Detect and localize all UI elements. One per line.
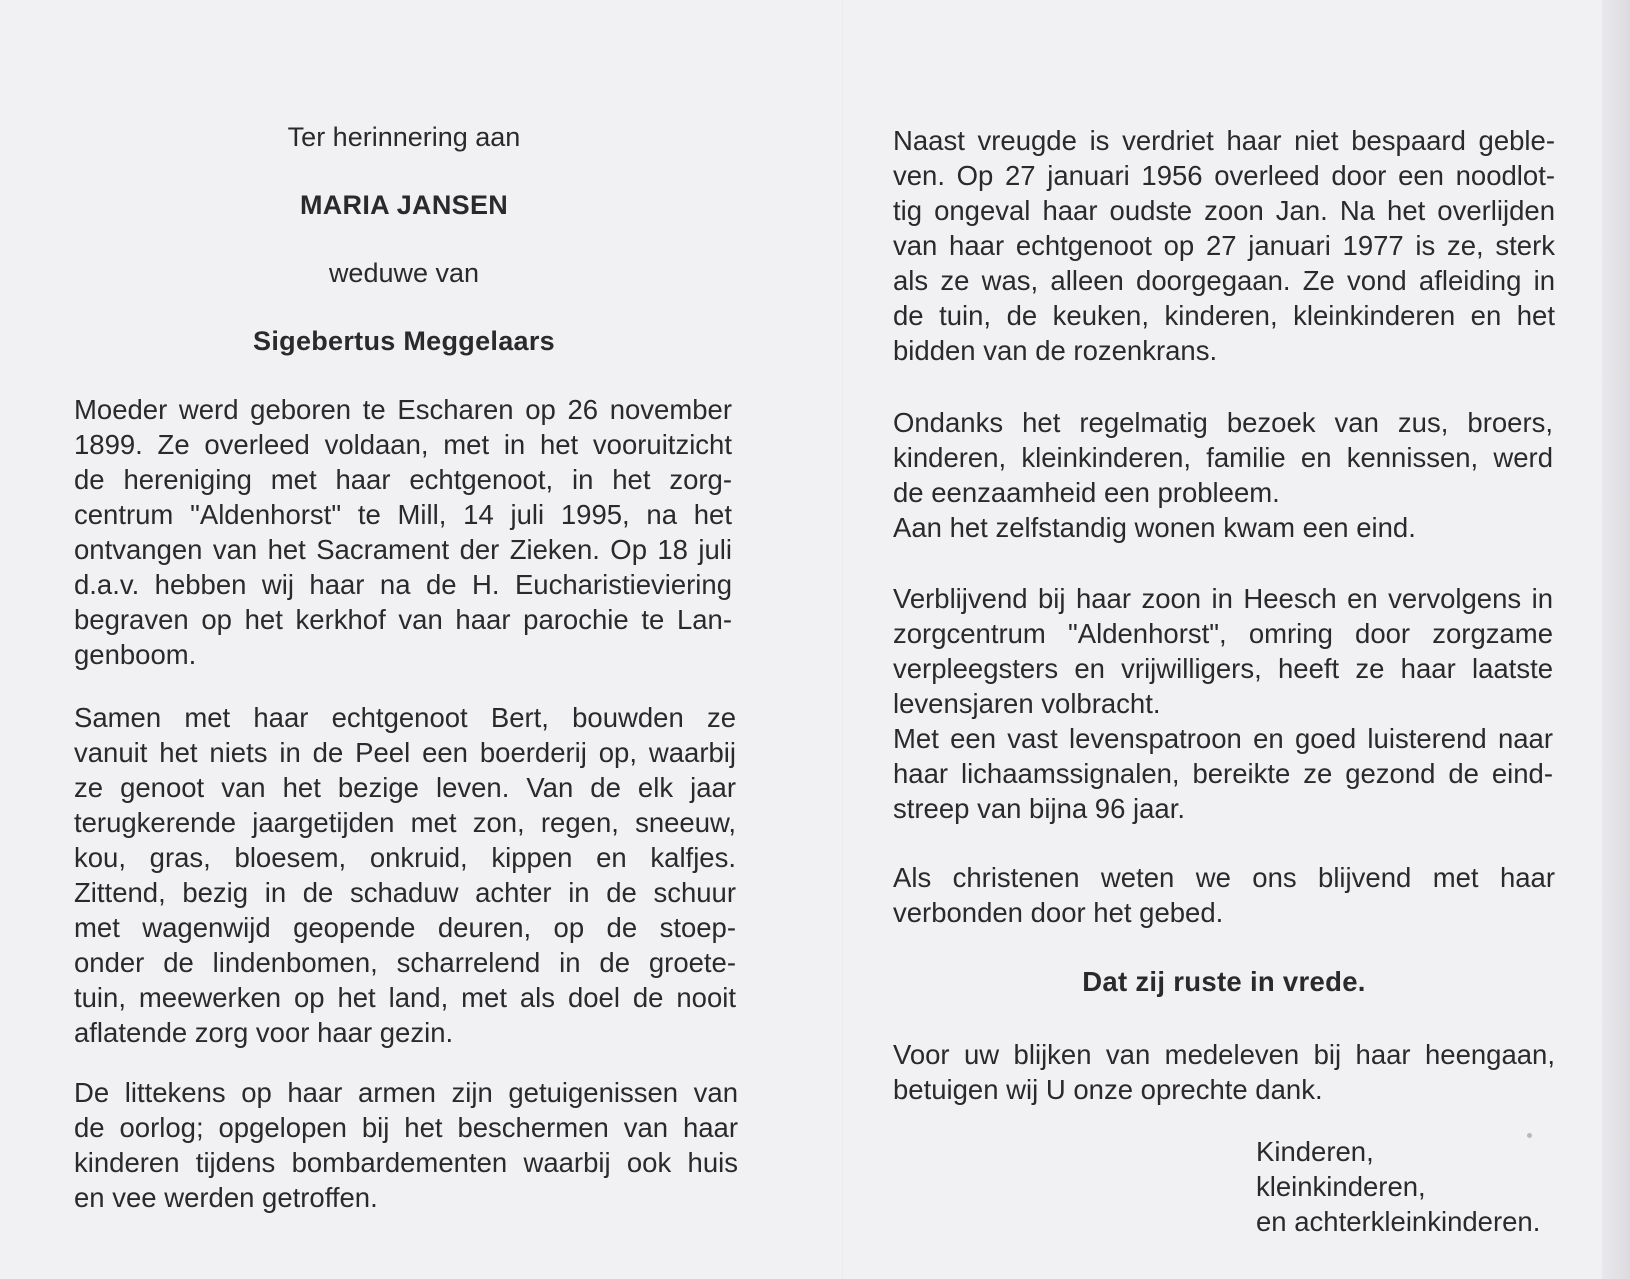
text-line: haar lichaamssignalen, bereikte ze gezond de eind-	[893, 758, 1553, 789]
text-line: Zittend, bezig in de schaduw achter in de schuur	[74, 877, 736, 908]
intro-text: Ter herinnering aan	[287, 122, 521, 152]
paragraph-care-home	[893, 581, 1553, 826]
text-line: zorgcentrum "Aldenhorst", omring door zorgzame	[893, 618, 1553, 649]
text-line: betuigen wij U onze oprechte dank.	[893, 1074, 1323, 1105]
card-edge	[1602, 0, 1630, 1279]
paragraph-farm-life	[74, 700, 736, 1050]
text-line: Samen met haar echtgenoot Bert, bouwden ze	[74, 702, 736, 733]
text-line: kinderen, kleinkinderen, familie en kennissen, werd	[893, 442, 1553, 473]
text-line: verbonden door het gebed.	[893, 897, 1224, 928]
paragraph-thanks	[893, 1037, 1555, 1107]
signature-line: Kinderen,	[1256, 1136, 1374, 1167]
paragraph-faith	[893, 860, 1555, 930]
text-line: van haar echtgenoot op 27 januari 1977 is ze, sterk	[893, 230, 1555, 261]
text-line: ven. Op 27 januari 1956 overleed door een noodlot-	[893, 160, 1555, 191]
paragraph-sorrow	[893, 123, 1555, 368]
text-line: levensjaren volbracht.	[893, 688, 1161, 719]
text-line: vanuit het niets in de Peel een boerderij op, waarbij	[74, 737, 736, 768]
text-line: ontvangen van het Sacrament der Zieken. Op 18 juli	[74, 534, 732, 565]
text-line: de oorlog; opgelopen bij het beschermen van haar	[74, 1112, 738, 1143]
text-line: ze genoot van het bezige leven. Van de elk jaar	[74, 772, 736, 803]
text-line: Met een vast levenspatroon en goed luisterend naar	[893, 723, 1553, 754]
text-line: Naast vreugde is verdriet haar niet bespaard geble-	[893, 125, 1555, 156]
text-line: centrum "Aldenhorst" te Mill, 14 juli 1995, na het	[74, 499, 732, 530]
paper-speck	[1527, 1133, 1532, 1138]
text-line: bidden van de rozenkrans.	[893, 335, 1218, 366]
paragraph-birth-death	[74, 392, 732, 672]
paragraph-war	[74, 1075, 738, 1215]
text-line: Als christenen weten we ons blijvend met haar	[893, 862, 1555, 893]
text-line: Voor uw blijken van medeleven bij haar heengaan,	[893, 1039, 1555, 1070]
text-line: terugkerende jaargetijden met zon, regen, sneeuw,	[74, 807, 736, 838]
text-line: kinderen tijdens bombardementen waarbij ook huis	[74, 1147, 738, 1178]
text-line: De littekens op haar armen zijn getuigenissen van	[74, 1077, 738, 1108]
text-line: en vee werden getroffen.	[74, 1182, 378, 1213]
deceased-name: MARIA JANSEN	[299, 190, 509, 220]
spouse-name: Sigebertus Meggelaars	[253, 326, 555, 356]
text-line: de tuin, de keuken, kinderen, kleinkinderen en het	[893, 300, 1555, 331]
text-line: genboom.	[74, 639, 197, 670]
paragraph-loneliness	[893, 405, 1553, 545]
text-line: Aan het zelfstandig wonen kwam een eind.	[893, 512, 1416, 543]
text-line: d.a.v. hebben wij haar na de H. Eucharistieviering	[74, 569, 732, 600]
card-fold	[842, 0, 844, 1279]
text-line: onder de lindenbomen, scharrelend in de groete-	[74, 947, 736, 978]
text-line: tig ongeval haar oudste zoon Jan. Na het overlijden	[893, 195, 1555, 226]
signature-line: en achterkleinkinderen.	[1256, 1206, 1541, 1237]
signature-block	[1256, 1134, 1556, 1239]
text-line: met wagenwijd geopende deuren, op de stoep-	[74, 912, 736, 943]
text-line: Ondanks het regelmatig bezoek van zus, broers,	[893, 407, 1553, 438]
text-line: de eenzaamheid een probleem.	[893, 477, 1280, 508]
text-line: als ze was, alleen doorgegaan. Ze vond afleiding in	[893, 265, 1555, 296]
text-line: 1899. Ze overleed voldaan, met in het vooruitzicht	[74, 429, 732, 460]
signature-line: kleinkinderen,	[1256, 1171, 1426, 1202]
text-line: Verblijvend bij haar zoon in Heesch en vervolgens in	[893, 583, 1553, 614]
text-line: streep van bijna 96 jaar.	[893, 793, 1185, 824]
text-line: verpleegsters en vrijwilligers, heeft ze haar laatste	[893, 653, 1553, 684]
text-line: tuin, meewerken op het land, met als doel de nooit	[74, 982, 736, 1013]
text-line: de hereniging met haar echtgenoot, in het zorg-	[74, 464, 732, 495]
text-line: aflatende zorg voor haar gezin.	[74, 1017, 454, 1048]
text-line: Moeder werd geboren te Escharen op 26 november	[74, 394, 732, 425]
text-line: kou, gras, bloesem, onkruid, kippen en kalfjes.	[74, 842, 736, 873]
text-line: begraven op het kerkhof van haar parochie te Lan-	[74, 604, 732, 635]
prayer-text: Dat zij ruste in vrede.	[1082, 966, 1366, 997]
relation-text: weduwe van	[328, 258, 480, 288]
